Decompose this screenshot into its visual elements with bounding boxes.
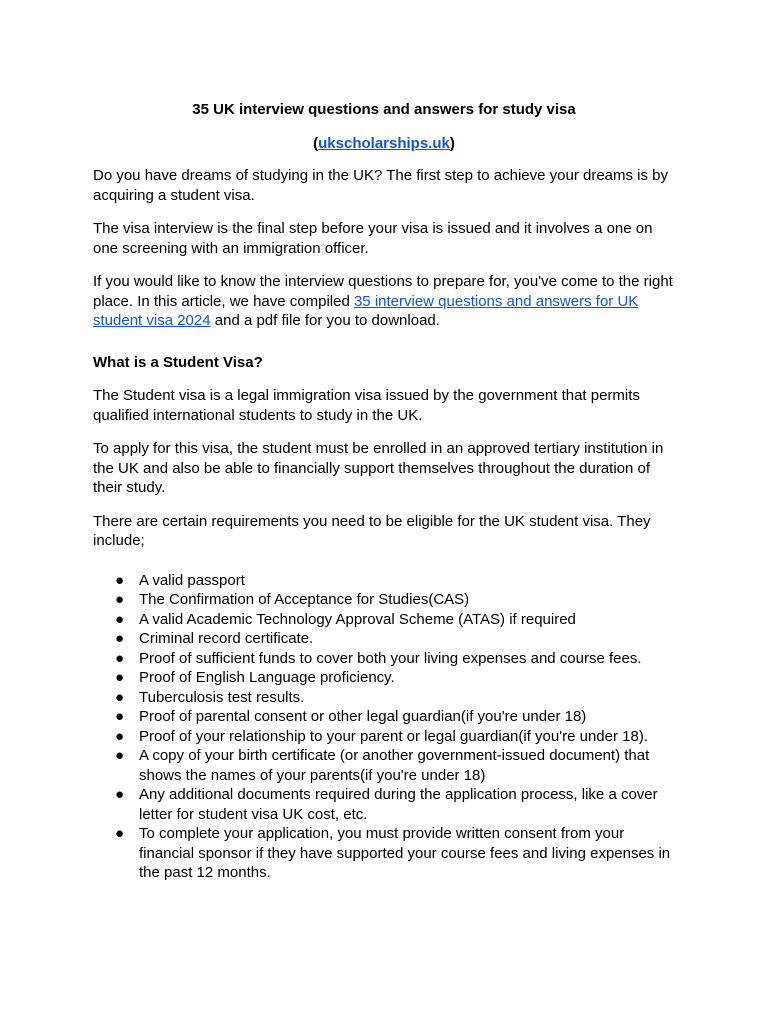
list-item	[93, 824, 675, 883]
intro-paragraph-1: Do you have dreams of studying in the UK? The first step to achieve your dreams is by acquiring a student visa.	[93, 167, 669, 204]
list-item-text: Criminal record certificate.	[139, 630, 314, 647]
compiled-text-before: If you would like to know the interview questions to prepare for, you've come to the right place. In this article, we have compiled	[93, 273, 673, 310]
list-item-text: A copy of your birth certificate (or another government-issued document) that shows the names of your parents(if you're under 18)	[139, 747, 650, 784]
compiled-text-after: and a pdf file for you to download.	[210, 312, 440, 329]
list-item	[93, 590, 675, 610]
list-item	[93, 746, 675, 785]
section-paragraph-3: There are certain requirements you need to be eligible for the UK student visa. They include;	[93, 512, 651, 549]
requirements-list	[93, 571, 675, 883]
list-item	[93, 707, 675, 727]
bullet-icon: ●	[115, 669, 125, 686]
questions-article-link[interactable]: 35 interview questions and answers for UK student visa 2024	[93, 292, 639, 329]
source-close-paren: )	[449, 134, 455, 152]
bullet-icon: ●	[115, 727, 125, 745]
bullet-icon: ●	[115, 688, 125, 706]
list-item	[93, 610, 675, 630]
compiled-paragraph	[93, 272, 675, 331]
list-item	[93, 688, 675, 708]
list-item-text: Proof of parental consent or other legal guardian(if you're under 18)	[139, 708, 587, 725]
bullet-icon: ●	[115, 571, 125, 589]
list-item	[93, 785, 675, 824]
list-item-text: A valid passport	[139, 571, 245, 589]
document-title: 35 UK interview questions and answers for study visa	[192, 101, 576, 118]
bullet-icon: ●	[115, 708, 125, 725]
list-item-text: Proof of sufficient funds to cover both your living expenses and course fees.	[139, 649, 642, 667]
list-item-text: Tuberculosis test results.	[139, 688, 305, 706]
list-item	[93, 649, 675, 669]
bullet-icon: ●	[115, 610, 125, 628]
list-item-text: Proof of English Language proficiency.	[139, 669, 395, 686]
bullet-icon: ●	[115, 649, 125, 667]
list-item	[93, 571, 675, 591]
list-item-text: To complete your application, you must provide written consent from your financial sponsor if they have supported your course fees and living expenses in the past 12 months.	[139, 825, 671, 881]
bullet-icon: ●	[115, 591, 125, 608]
list-item	[93, 727, 675, 747]
intro-paragraph-2: The visa interview is the final step before your visa is issued and it involves a one on one screening with an immigration officer.	[93, 220, 653, 257]
section-paragraph-2: To apply for this visa, the student must be enrolled in an approved tertiary institution in the UK and also be able to financially support themselves throughout the duration of their study.	[93, 440, 664, 496]
bullet-icon: ●	[115, 786, 125, 803]
list-item-text: The Confirmation of Acceptance for Studies(CAS)	[139, 591, 470, 608]
list-item	[93, 668, 675, 688]
list-item-text: A valid Academic Technology Approval Scheme (ATAS) if required	[139, 610, 576, 628]
list-item	[93, 629, 675, 649]
list-item-text: Any additional documents required during the application process, like a cover letter for student visa UK cost, etc.	[139, 786, 658, 823]
section-paragraph-1: The Student visa is a legal immigration visa issued by the government that permits qualified international students to study in the UK.	[93, 387, 640, 424]
bullet-icon: ●	[115, 747, 125, 764]
source-line	[93, 134, 675, 154]
section-heading: What is a Student Visa?	[93, 353, 263, 371]
list-item-text: Proof of your relationship to your parent or legal guardian(if you're under 18).	[139, 727, 648, 745]
bullet-icon: ●	[115, 825, 125, 842]
source-link[interactable]: ukscholarships.uk	[318, 134, 450, 152]
source-open-paren: (	[313, 134, 319, 152]
bullet-icon: ●	[115, 630, 125, 647]
